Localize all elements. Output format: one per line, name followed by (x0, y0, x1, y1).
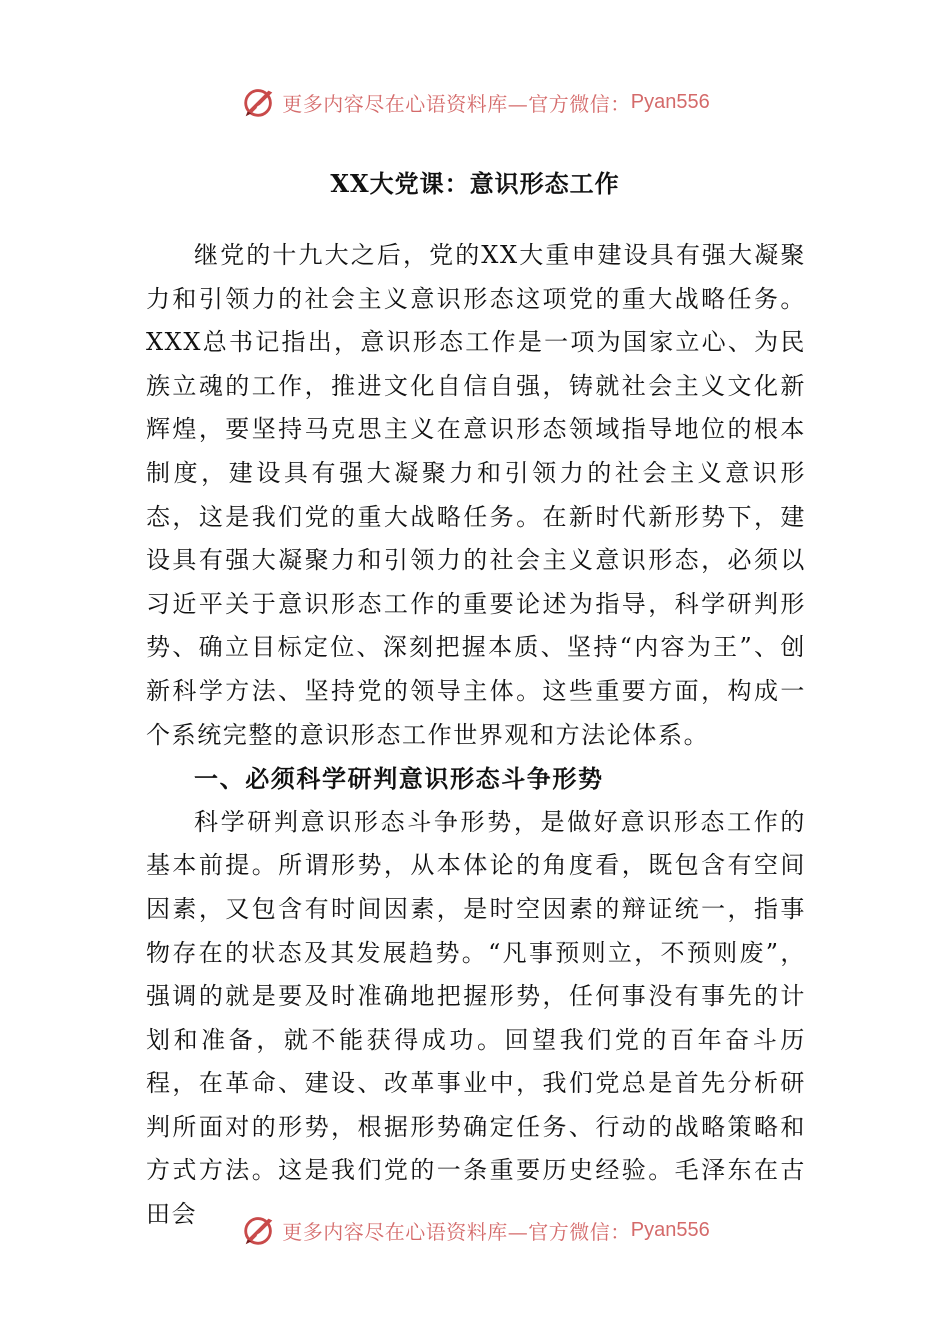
section-paragraph: 科学研判意识形态斗争形势，是做好意识形态工作的基本前提。所谓形势，从本体论的角度看，既包含有空间因素，又包含有时间因素，是时空因素的辩证统一，指事物存在的状态及其发展趋势。“凡事预则立，不预则废”，强调的就是要及时准确地把握形势，任何事没有事先的计划和准备，就不能获得成功。回望我们党的百年奋斗历程，在革命、建设、改革事业中，我们党总是首先分析研判所面对的形势，根据形势确定任务、行动的战略策略和方式方法。这是我们党的一条重要历史经验。毛泽东在古田会 (146, 807, 806, 1229)
intro-paragraph: 继党的十九大之后，党的XX大重申建设具有强大凝聚力和引领力的社会主义意识形态这项党的重大战略任务。XXX总书记指出，意识形态工作是一项为国家立心、为民族立魂的工作，推进文化自信自强，铸就社会主义文化新辉煌，要坚持马克思主义在意识形态领域指导地位的根本制度，建设具有强大凝聚力和引领力的社会主义意识形态，这是我们党的重大战略任务。在新时代新形势下，建设具有强大凝聚力和引领力的社会主义意识形态，必须以习近平关于意识形态工作的重要论述为指导，科学研判形势、确立目标定位、深刻把握本质、坚持“内容为王”、创新科学方法、坚持党的领导主体。这些重要方面，构成一个系统完整的意识形态工作世界观和方法论体系。 (146, 241, 806, 749)
footer-banner (0, 1208, 950, 1252)
pen-circle-icon (240, 83, 278, 121)
banner-wechat-id: Pyan556 (630, 1218, 710, 1241)
banner-text: 更多内容尽在心语资料库—官方微信： (282, 1219, 631, 1244)
section-heading: 一、必须科学研判意识形态斗争形势 (194, 764, 604, 794)
banner-text: 更多内容尽在心语资料库—官方微信： (282, 91, 631, 116)
banner-wechat-id: Pyan556 (630, 90, 710, 113)
header-banner (0, 80, 950, 124)
document-body (146, 234, 806, 1237)
pen-circle-icon (240, 1211, 278, 1249)
document-title: XX大党课：意识形态工作 (330, 169, 620, 198)
